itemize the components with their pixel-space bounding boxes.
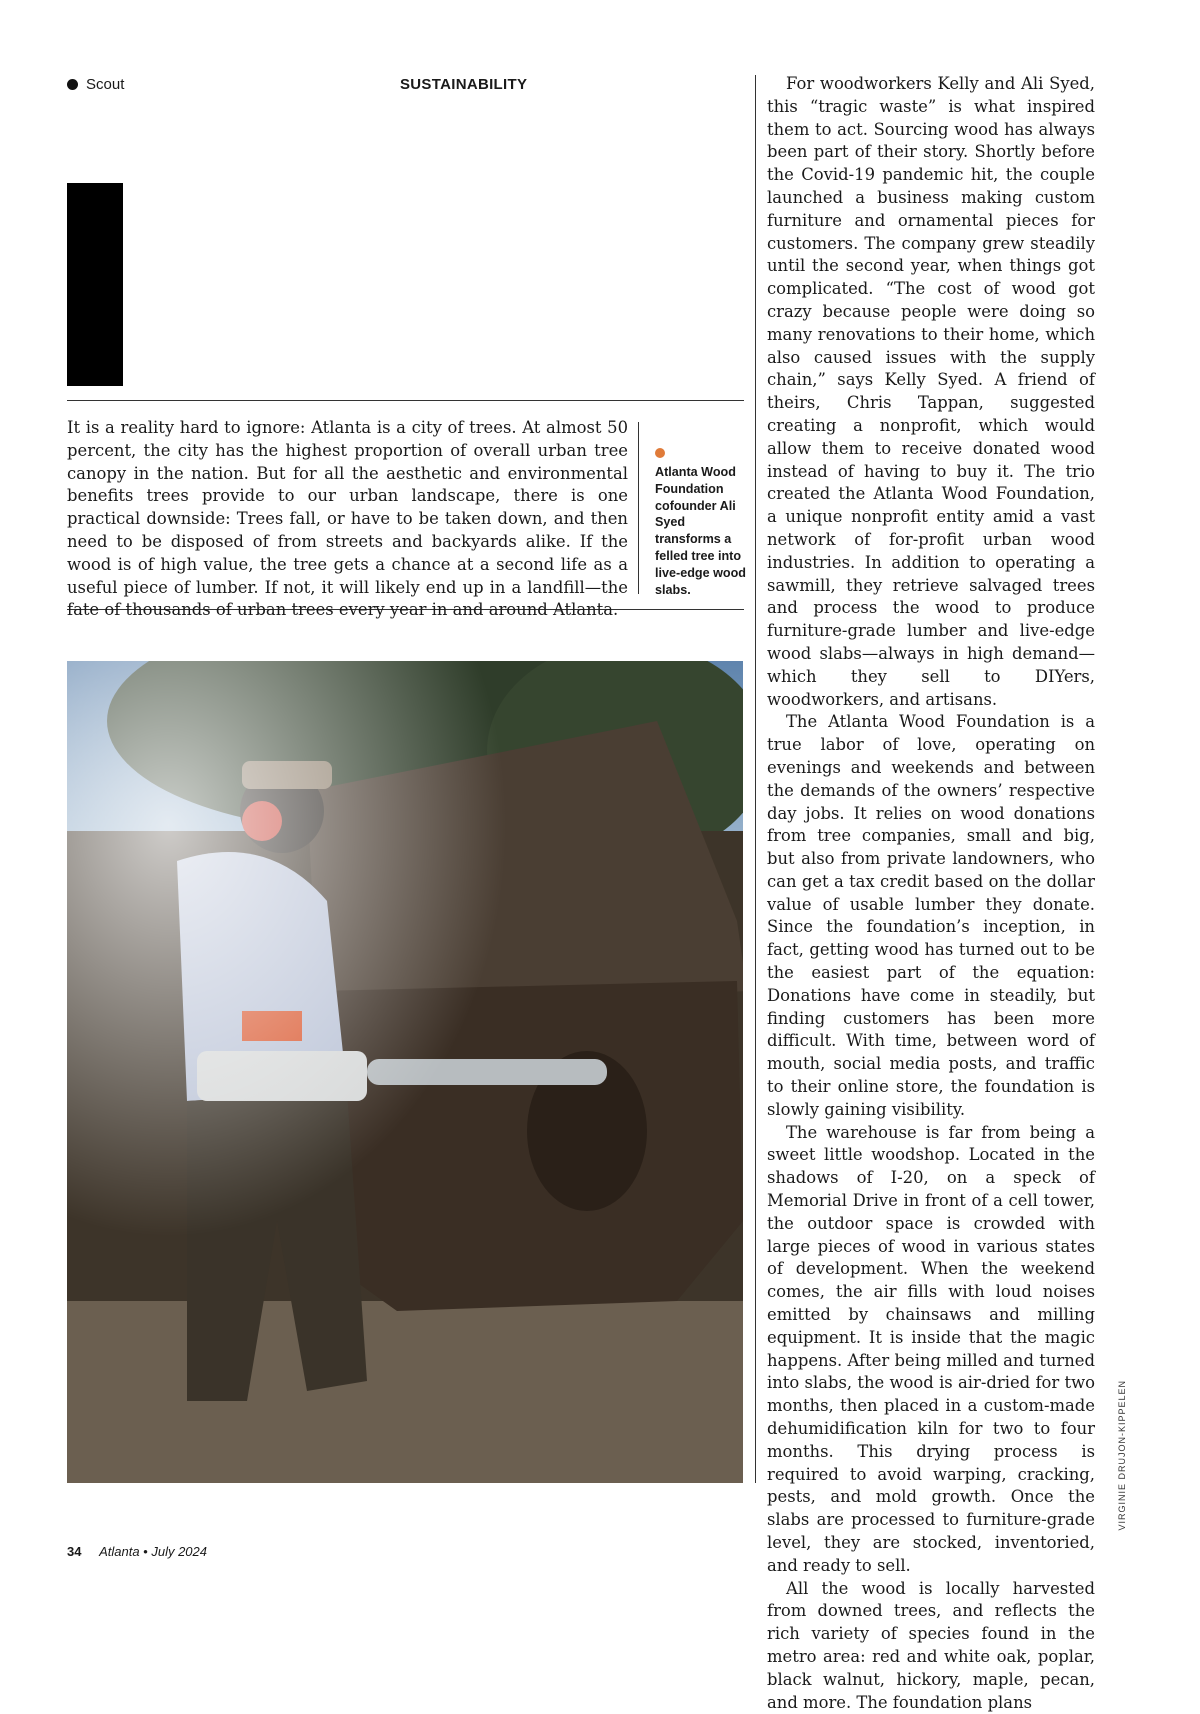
section-label xyxy=(67,76,124,93)
magazine-issue: Atlanta • July 2024 xyxy=(99,1544,207,1559)
photo-chainsaw-worker xyxy=(67,661,743,1483)
body-column xyxy=(767,73,1095,1714)
title-block xyxy=(67,183,123,386)
body-paragraph: The warehouse is far from being a sweet little woodshop. Located in the shadows of I-20, on a speck of Memorial Drive in front of a cell tower, the outdoor space is crowded with large pieces of wood in various states of development. When the weekend comes, the air fills with loud noises emitted by chainsaws and milling equipment. It is inside that the magic happens. After being milled and turned into slabs, the wood is air-dried for two months, then placed in a custom-made dehumidification kiln for two to four months. This drying process is required to avoid warping, cracking, pests, and mold growth. Once the slabs are processed to furniture-grade level, they are stocked, inventoried, and ready to sell. xyxy=(767,1122,1095,1575)
bullet-icon xyxy=(67,79,78,90)
body-paragraph: All the wood is locally harvested from downed trees, and reflects the rich variety of species found in the metro area: red and white oak, poplar, black walnut, hickory, maple, pecan, and more. The foundation plans xyxy=(767,1578,1095,1712)
column-divider xyxy=(755,75,756,1483)
intro-paragraph: It is a reality hard to ignore: Atlanta is a city of trees. At almost 50 percent, the city has the highest proportion of overall urban tree canopy in the nation. But for all the aesthetic and environmental benefits trees provide to our urban landscape, there is one practical downside: Trees fall, or have to be taken down, and then need to be disposed of from streets and backyards alike. If the wood is of high value, the tree gets a chance at a second life as a useful piece of lumber. If not, it will likely end up in a landfill—the fate of thousands of urban trees every year in and around Atlanta. xyxy=(67,418,628,620)
photo-credit: VIRGINIE DRUJON-KIPPELEN xyxy=(1117,1380,1127,1531)
body-paragraph: The Atlanta Wood Foundation is a true labor of love, operating on evenings and weekends and between the demands of the owners’ respective day jobs. It relies on wood donations from tree companies, small and big, but also from private landowners, who can get a tax credit based on the dollar value of usable lumber they donate. Since the foundation’s inception, in fact, getting wood has turned out to be the easiest part of the equation: Donations have come in steadily, but finding customers has been more difficult. With time, between word of mouth, social media posts, and traffic to their online store, the foundation is slowly gaining visibility. xyxy=(767,712,1095,1119)
category-label: SUSTAINABILITY xyxy=(400,76,528,93)
section-name: Scout xyxy=(86,76,125,93)
photo-illustration xyxy=(67,661,743,1483)
body-paragraph: For woodworkers Kelly and Ali Syed, this “tragic waste” is what inspired them to act. Sourcing wood has always been part of their story. Shortly before the Covid-19 pandemic hit, the couple launched a business making custom furniture and ornamental pieces for customers. The company grew steadily until the second year, when things got complicated. “The cost of wood got crazy because people were doing so many renovations to their home, which also caused issues with the supply chain,” says Kelly Syed. A friend of theirs, Chris Tappan, suggested creating a nonprofit, which would allow them to receive donated wood instead of having to buy it. The trio created the Atlanta Wood Foundation, a unique nonprofit entity amid a vast network of for-profit urban wood industries. In addition to operating a sawmill, they retrieve salvaged trees and process the wood to produce furniture-grade lumber and live-edge wood slabs—always in high demand—which they sell to DIYers, woodworkers, and artisans. xyxy=(767,74,1095,709)
photo-caption xyxy=(655,448,750,598)
divider-top xyxy=(67,400,744,401)
page-footer xyxy=(67,1544,207,1559)
caption-dot-icon xyxy=(655,448,665,458)
page-number: 34 xyxy=(67,1544,82,1559)
caption-text: Atlanta Wood Foundation cofounder Ali Syed transforms a felled tree into live-edge wood slabs. xyxy=(655,465,746,597)
caption-divider xyxy=(638,422,639,594)
